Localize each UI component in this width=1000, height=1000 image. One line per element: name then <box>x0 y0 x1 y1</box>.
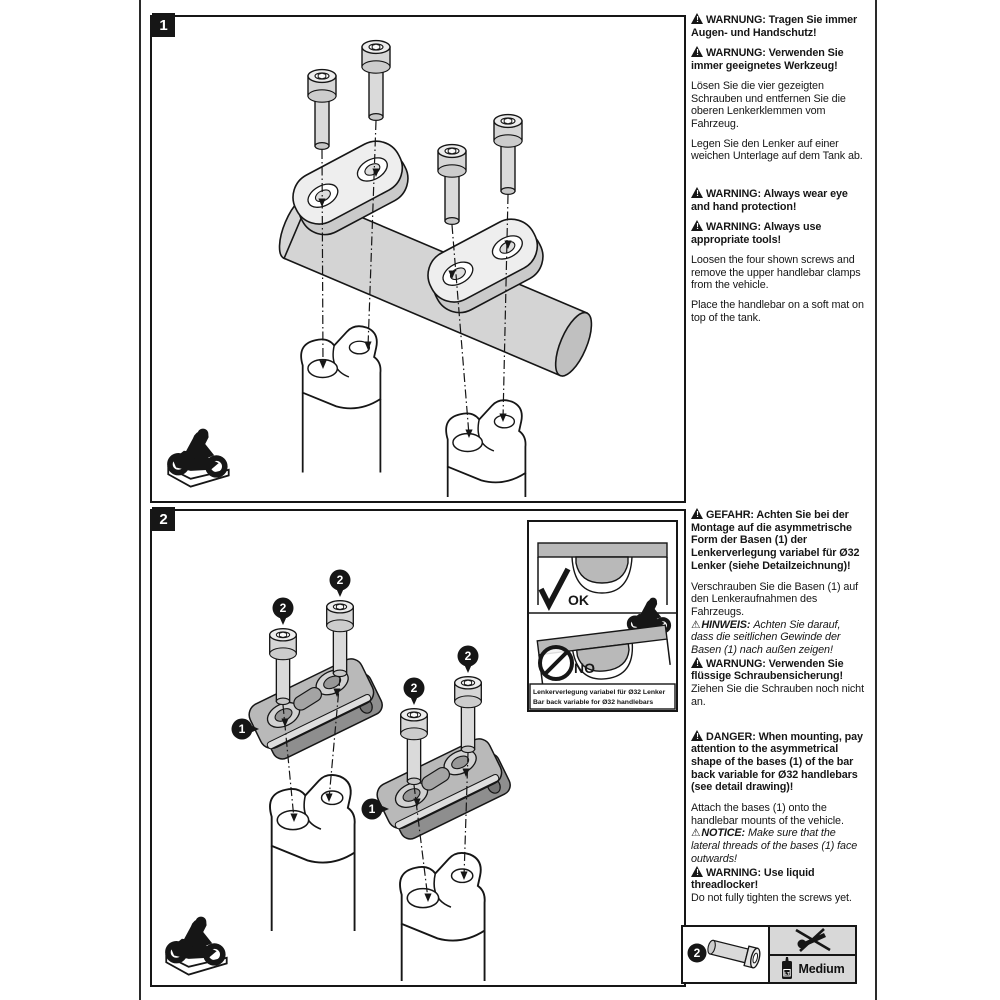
step1-body-de-2: Legen Sie den Lenker auf einer weichen Unterlage auf dem Tank ab. <box>691 137 863 163</box>
step2-body-de-2: Ziehen Sie die Schrauben noch nicht an. <box>691 683 864 708</box>
step2-instructions <box>691 508 865 905</box>
notice-label: NOTICE: <box>701 827 746 840</box>
warning-triangle-icon <box>691 187 704 198</box>
svg-text:1: 1 <box>368 802 376 816</box>
parts-legend-box <box>681 925 857 984</box>
motorcycle-rider-icon <box>166 917 226 975</box>
step1-number-badge: 1 <box>152 13 175 37</box>
ok-label: OK <box>568 592 589 608</box>
threadlocker-cell <box>770 956 855 983</box>
step2-notice-de <box>691 619 865 657</box>
step2-warning-de <box>691 657 865 683</box>
warning-triangle-icon <box>691 46 704 57</box>
notice-text: Achten Sie darauf, dass die seitlichen Gewinde der Basen (1) nach außen zeigen! <box>691 618 841 657</box>
detail-inset <box>528 521 677 711</box>
step2-notice-en <box>691 827 865 865</box>
inset-caption <box>530 684 675 709</box>
svg-text:2: 2 <box>464 649 472 663</box>
warning-triangle-icon <box>691 730 704 741</box>
step2-instructions-de <box>691 508 865 709</box>
notice-triangle-icon: ⚠ <box>691 827 701 840</box>
step1-instructions-en <box>691 187 865 324</box>
danger-text: GEFAHR: Achten Sie bei der Montage auf die asymmetrische Form der Basen (1) der Lenkerverlegung variabel für Ø32 Lenker (siehe Detailzeichnung)! <box>691 509 860 572</box>
step2-danger-de <box>691 508 865 573</box>
page-right-rule <box>875 0 877 1000</box>
step1-illustration <box>152 17 680 497</box>
step2-body-de-1: Verschrauben Sie die Basen (1) auf den Lenkeraufnahmen des Fahrzeugs. <box>691 580 859 618</box>
no-symbol-icon <box>540 647 572 679</box>
step2-instructions-en <box>691 730 865 905</box>
no-torque-wrench-icon <box>792 928 834 952</box>
inset-caption-de: Lenkerverlegung variabel für Ø32 Lenker <box>533 689 666 696</box>
step2-body-en-1: Attach the bases (1) onto the handlebar mounts of the vehicle. <box>691 802 844 827</box>
no-torque-wrench-cell <box>770 927 855 956</box>
warning-triangle-icon <box>691 220 704 231</box>
warning-text: WARNING: Always wear eye and hand protection! <box>691 188 848 213</box>
handlebar-mount-right <box>446 400 525 497</box>
callout-pin-screw <box>273 598 294 626</box>
motorcycle-rider-icon <box>168 429 228 487</box>
base-part-left <box>245 654 385 765</box>
base-part-right <box>373 734 513 845</box>
svg-text:2: 2 <box>336 573 344 587</box>
notice-triangle-icon: ⚠ <box>691 618 701 631</box>
step1-body-de-1: Lösen Sie die vier gezeigten Schrauben und entfernen Sie die oberen Lenkerklemmen vom Fahrzeug. <box>691 79 846 130</box>
step2-body-en-2: Do not fully tighten the screws yet. <box>691 891 852 904</box>
part-screw-cell <box>683 927 768 982</box>
threadlocker-strength-label: Medium <box>798 961 845 976</box>
clamp-screw-2 <box>362 41 390 121</box>
step1-instructions-de <box>691 13 865 163</box>
svg-text:2: 2 <box>279 601 287 615</box>
warning-triangle-icon <box>691 866 704 877</box>
screw-icon <box>706 937 762 969</box>
inset-caption-en: Bar back variable for Ø32 handlebars <box>533 699 654 706</box>
step1-body-en-1: Loosen the four shown screws and remove the upper handlebar clamps from the vehicle. <box>691 253 861 292</box>
warning-triangle-icon <box>691 657 704 668</box>
notice-text: Make sure that the lateral threads of the bases (1) face outwards! <box>691 827 858 865</box>
warning-text: WARNUNG: Verwenden Sie immer geeignetes Werkzeug! <box>691 47 844 73</box>
step1-instructions <box>691 13 865 331</box>
warning-text: WARNUNG: Tragen Sie immer Augen- und Handschutz! <box>691 14 858 39</box>
bottle-label: LT <box>784 971 791 977</box>
step2-panel <box>150 509 686 987</box>
step1-body-en-2: Place the handlebar on a soft mat on top of the tank. <box>691 298 864 324</box>
warning-triangle-icon <box>691 13 704 24</box>
step1-warning-en-2 <box>691 220 865 246</box>
page-left-rule <box>139 0 141 1000</box>
step1-warning-de-1 <box>691 13 865 39</box>
handlebar-mount-left <box>270 775 355 931</box>
svg-text:2: 2 <box>410 681 418 695</box>
warning-text: WARNUNG: Verwenden Sie flüssige Schraubensicherung! <box>691 657 844 683</box>
threadlocker-bottle-icon <box>780 957 794 980</box>
warning-text: WARNING: Use liquid threadlocker! <box>691 866 815 892</box>
callout-pin-screw <box>330 570 351 598</box>
clamp-screw-1 <box>308 70 336 150</box>
step1-panel <box>150 15 686 503</box>
warning-triangle-icon <box>691 508 704 519</box>
svg-text:2: 2 <box>693 946 701 960</box>
part-number-badge <box>688 944 707 963</box>
step2-warning-en <box>691 866 865 892</box>
step2-number-badge: 2 <box>152 507 175 531</box>
warning-text: WARNING: Always use appropriate tools! <box>691 221 822 247</box>
step2-danger-en <box>691 730 865 795</box>
notice-label: HINWEIS: <box>701 618 751 631</box>
step1-warning-en-1 <box>691 187 865 213</box>
clamp-screw-4 <box>494 115 522 195</box>
callout-pin-screw <box>404 678 425 706</box>
step2-illustration <box>152 511 680 981</box>
danger-text: DANGER: When mounting, pay attention to the asymmetrical shape of the bases (1) of the bar back variable for Ø32 handlebars (see detail drawing)! <box>691 730 863 794</box>
handlebar-mount-right <box>400 853 485 981</box>
callout-pin-screw <box>458 646 479 674</box>
step1-warning-de-2 <box>691 46 865 72</box>
svg-text:1: 1 <box>238 722 246 736</box>
no-label: NO <box>574 660 595 676</box>
clamp-screw-3 <box>438 145 466 225</box>
